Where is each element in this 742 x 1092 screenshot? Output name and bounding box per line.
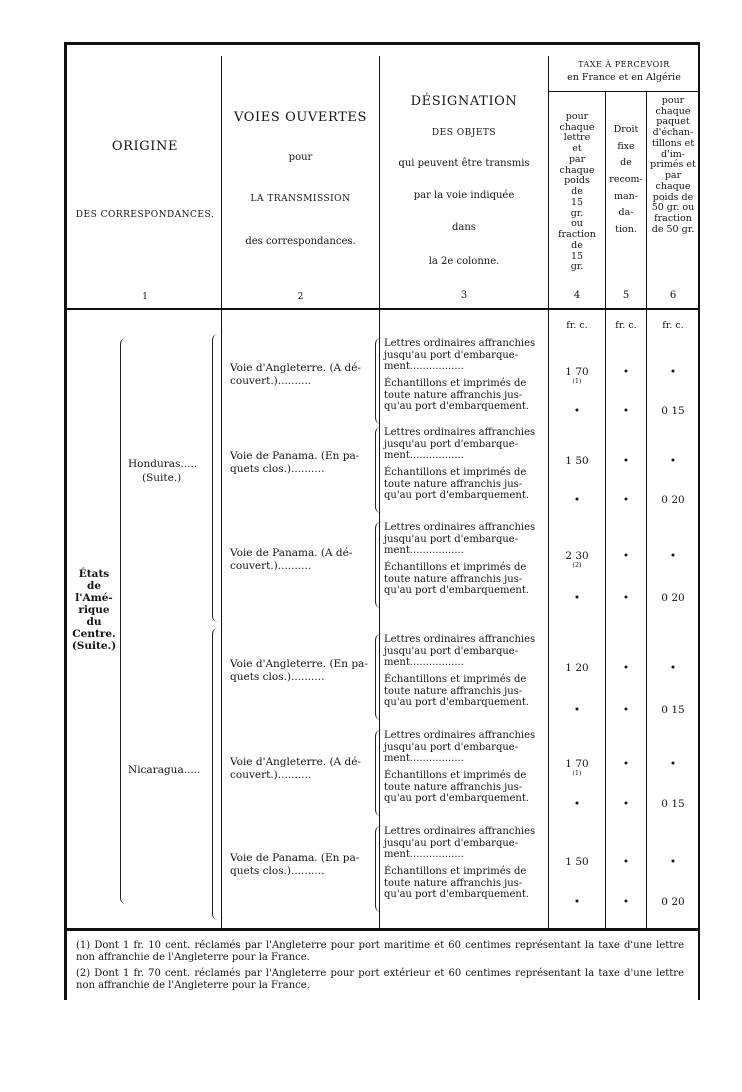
samples-description: Échantillons et imprimés de toute nature affranchis jus- qu'au port d'embarquement. — [384, 770, 530, 805]
route-label: Voie d'Angleterre. (En pa- quets clos.).......... — [230, 658, 368, 684]
route-brace — [375, 338, 381, 424]
sample-tax: • — [573, 704, 581, 716]
route-brace — [375, 730, 381, 816]
route-label: Voie de Panama. (A dé- couvert.).......... — [230, 547, 353, 573]
sample-fixe: • — [622, 896, 630, 908]
footnote-1: (1) Dont 1 fr. 10 cent. réclamés par l'Angleterre pour port maritime et 60 centimes représentant la taxe d'une lettre non affranchie de l'Angleterre pour la France. — [76, 940, 684, 963]
header-col5-text: Droit fixe de recom- man- da- tion. — [609, 124, 643, 235]
unit-col6: fr. c. — [662, 320, 684, 331]
header-col2-title: VOIES OUVERTES — [234, 110, 367, 125]
header-col3-line1: DES OBJETS — [431, 128, 497, 138]
route-label: Voie de Panama. (En pa- quets clos.).......... — [230, 450, 360, 476]
sample-fixe: • — [622, 405, 630, 417]
frame-right-lower-rule — [698, 930, 700, 1000]
sample-value: 0 20 — [661, 494, 685, 506]
sample-value: 0 15 — [661, 405, 685, 417]
letters-description: Lettres ordinaires affranchies jusqu'au port d'embarque- ment................. — [384, 730, 536, 765]
letter-tax: 1 70 (1) — [549, 758, 605, 777]
region-label: États de l'Amé- rique du Centre. (Suite.) — [71, 568, 117, 653]
country-honduras-suite: (Suite.) — [142, 472, 182, 484]
samples-description: Échantillons et imprimés de toute nature affranchis jus- qu'au port d'embarquement. — [384, 378, 530, 413]
header-col3-line5: la 2e colonne. — [428, 256, 500, 267]
frame-bottom-rule — [64, 928, 700, 931]
letter-tax: 2 30 (2) — [549, 550, 605, 569]
sample-value: 0 15 — [661, 704, 685, 716]
sample-tax: • — [573, 798, 581, 810]
frame-left-lower-rule — [64, 930, 67, 1000]
letter-sample: • — [669, 455, 677, 467]
country-nicaragua: Nicaragua..... — [128, 764, 201, 776]
letters-description: Lettres ordinaires affranchies jusqu'au port d'embarque- ment................. — [384, 826, 536, 861]
sample-value: 0 20 — [661, 592, 685, 604]
letters-description: Lettres ordinaires affranchies jusqu'au port d'embarque- ment................. — [384, 427, 536, 462]
sample-fixe: • — [622, 494, 630, 506]
letter-sample: • — [669, 366, 677, 378]
letter-tax-note: (2) — [572, 561, 582, 569]
letter-tax-note: (1) — [572, 377, 582, 385]
header-col4-num: 4 — [573, 290, 581, 301]
letter-fixe: • — [622, 758, 630, 770]
letter-fixe: • — [622, 455, 630, 467]
sample-tax: • — [573, 896, 581, 908]
unit-col5: fr. c. — [615, 320, 637, 331]
letter-sample: • — [669, 856, 677, 868]
letter-tax: 1 20 — [565, 662, 589, 674]
route-label: Voie d'Angleterre. (A dé- couvert.).......... — [230, 362, 361, 388]
sample-fixe: • — [622, 592, 630, 604]
header-taxe-line2: en France et en Algérie — [567, 72, 681, 83]
header-col3-num: 3 — [460, 290, 468, 301]
unit-col4: fr. c. — [566, 320, 588, 331]
header-col3-line4: dans — [452, 222, 476, 233]
header-col3-line3: par la voie indiquée — [413, 190, 515, 201]
column-rule-1 — [221, 56, 222, 928]
route-brace — [375, 427, 381, 513]
header-col1-num: 1 — [142, 292, 148, 302]
letter-fixe: • — [622, 662, 630, 674]
honduras-brace — [212, 334, 219, 622]
header-col1-sub: DES CORRESPONDANCES. — [75, 210, 215, 220]
header-col3-title: DÉSIGNATION — [410, 94, 518, 109]
frame-top-rule — [64, 42, 700, 45]
country-honduras: Honduras..... — [128, 458, 198, 470]
letter-tax: 1 70 (1) — [549, 366, 605, 385]
letter-sample: • — [669, 662, 677, 674]
sample-value: 0 20 — [661, 896, 685, 908]
sample-fixe: • — [622, 704, 630, 716]
route-brace — [375, 634, 381, 720]
letter-tax-note: (1) — [572, 769, 582, 777]
letter-fixe: • — [622, 366, 630, 378]
letter-fixe: • — [622, 550, 630, 562]
frame-left-rule — [64, 42, 67, 930]
letters-description: Lettres ordinaires affranchies jusqu'au port d'embarque- ment................. — [384, 338, 536, 373]
sample-value: 0 15 — [661, 798, 685, 810]
header-col2-line1: pour — [288, 152, 313, 163]
samples-description: Échantillons et imprimés de toute nature affranchis jus- qu'au port d'embarquement. — [384, 562, 530, 597]
route-label: Voie d'Angleterre. (A dé- couvert.).......... — [230, 756, 361, 782]
letters-description: Lettres ordinaires affranchies jusqu'au port d'embarque- ment................. — [384, 634, 536, 669]
samples-description: Échantillons et imprimés de toute nature affranchis jus- qu'au port d'embarquement. — [384, 467, 530, 502]
sample-tax: • — [573, 405, 581, 417]
samples-description: Échantillons et imprimés de toute nature affranchis jus- qu'au port d'embarquement. — [384, 674, 530, 709]
route-brace — [375, 826, 381, 912]
region-brace — [120, 338, 127, 904]
sample-tax: • — [573, 494, 581, 506]
header-col5-num: 5 — [622, 290, 630, 301]
header-col3-line2: qui peuvent être transmis — [398, 158, 530, 169]
letters-description: Lettres ordinaires affranchies jusqu'au port d'embarque- ment................. — [384, 522, 536, 557]
footnote-2: (2) Dont 1 fr. 70 cent. réclamés par l'Angleterre pour port extérieur et 60 centimes représentant la taxe d'une lettre non affranchie de l'Angleterre pour la France. — [76, 968, 684, 991]
sample-tax: • — [573, 592, 581, 604]
sample-fixe: • — [622, 798, 630, 810]
frame-right-rule — [698, 42, 700, 930]
letter-sample: • — [669, 758, 677, 770]
header-col4-text: pour chaque lettre et par chaque poids de 15 gr. ou fraction de 15 gr. — [558, 111, 596, 273]
samples-description: Échantillons et imprimés de toute nature affranchis jus- qu'au port d'embarquement. — [384, 866, 530, 901]
header-col6-num: 6 — [669, 290, 677, 301]
header-col6-text: pour chaque paquet d'échan- tillons et d'im- primés et par chaque poids de 50 gr. ou fraction de 50 gr. — [650, 95, 696, 235]
taxe-rule — [548, 91, 700, 92]
letter-tax: 1 50 — [565, 455, 589, 467]
header-taxe-line1: TAXE À PERCEVOIR — [578, 60, 670, 69]
route-brace — [375, 522, 381, 608]
header-col2-line3: des correspondances. — [245, 236, 356, 247]
header-col1-title: ORIGINE — [111, 139, 179, 154]
letter-sample: • — [669, 550, 677, 562]
letter-tax: 1 50 — [565, 856, 589, 868]
header-col2-line2: LA TRANSMISSION — [250, 194, 351, 204]
header-col2-num: 2 — [297, 292, 304, 302]
route-label: Voie de Panama. (En pa- quets clos.).......... — [230, 852, 360, 878]
nicaragua-brace — [212, 628, 219, 920]
letter-fixe: • — [622, 856, 630, 868]
